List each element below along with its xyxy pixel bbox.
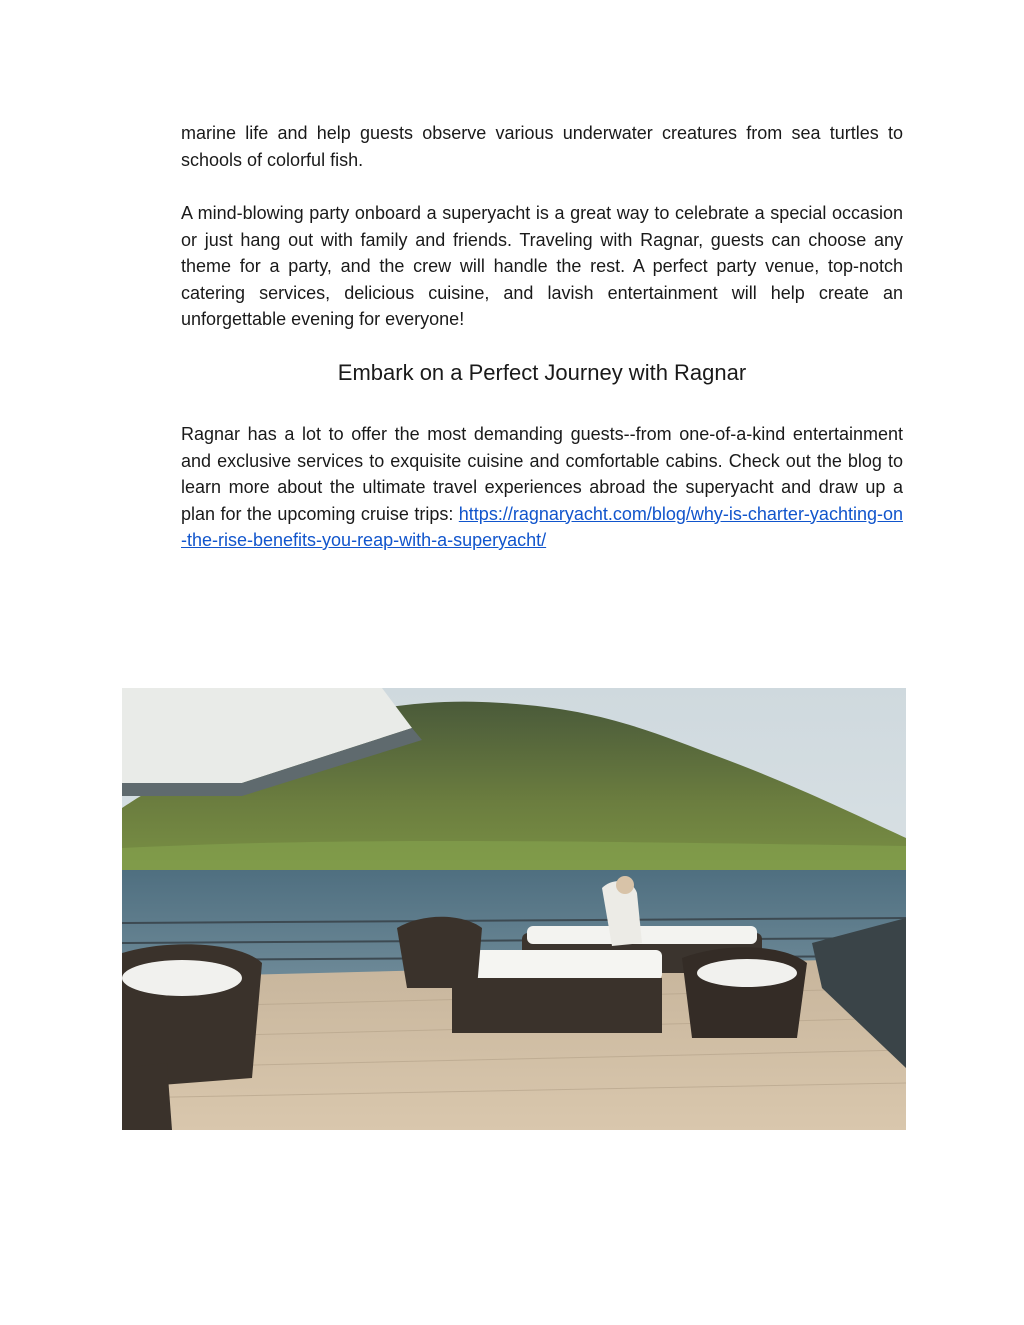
yacht-deck-photo <box>122 688 906 1130</box>
paragraph-party: A mind-blowing party onboard a superyacht is a great way to celebrate a special occasion or just hang out with family and friends. Traveling with Ragnar, guests can choose any theme for a party, and the crew will handle the rest. A perfect party venue, top-notch catering services, delicious cuisine, and lavish entertainment will help create an unforgettable evening for everyone! <box>181 203 903 329</box>
paragraph-ragnar-text: Ragnar has a lot to offer the most demanding guests--from one-of-a-kind entertainment and exclusive services to exquisite cuisine and comfortable cabins. Check out the blog to learn more about the ultimate travel experiences abroad the superyacht and draw up a plan for the upcoming cruise trips: <box>181 424 903 524</box>
paragraph-ragnar-offer <box>181 421 903 554</box>
section-heading: Embark on a Perfect Journey with Ragnar <box>337 360 747 385</box>
blog-link[interactable]: https://ragnaryacht.com/blog/why-is-charter-yachting-on-the-rise-benefits-you-reap-with-a-superyacht/ <box>181 503 903 550</box>
paragraph-marine-life: marine life and help guests observe various underwater creatures from sea turtles to schools of colorful fish. <box>181 123 903 170</box>
